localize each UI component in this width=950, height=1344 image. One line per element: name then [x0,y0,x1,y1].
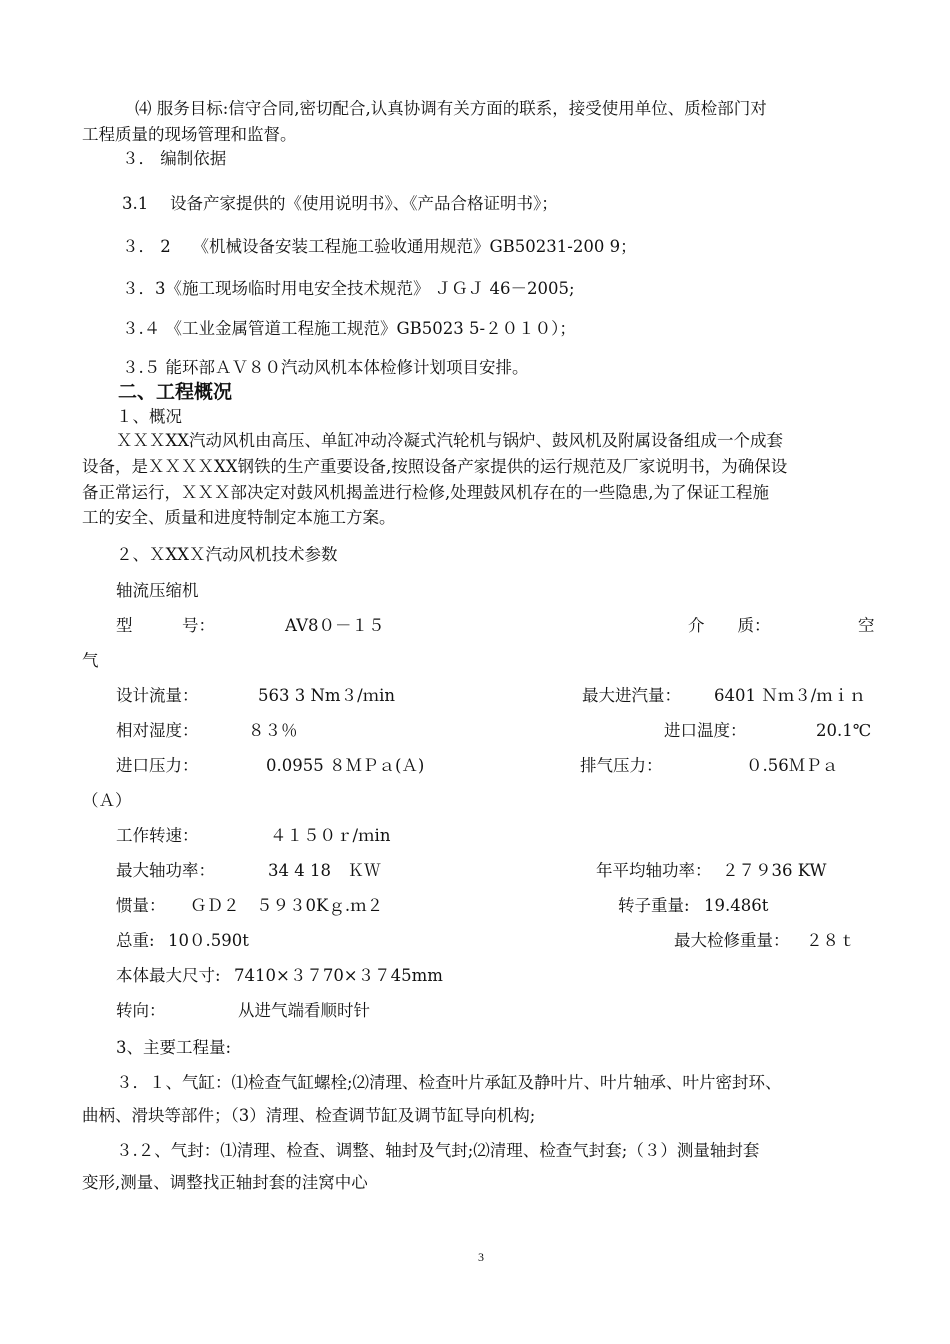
max-intake-value: 6401 Ｎｍ３/ｍｉｎ [714,686,866,705]
medium-value-b: 气 [82,651,99,670]
basis-item-1: 3.1 设备产家提供的《使用说明书》、《产品合格证明书》； [122,194,558,213]
page-number: 3 [478,1250,484,1264]
medium-value-a: 空 [858,616,875,635]
basis-item-2: ３． 2 《机械设备安装工程施工验收通用规范》GB50231-200 9； [122,237,637,256]
humidity-value: ８３％ [248,721,298,740]
workload-item2-line1: ３.２、气封：⑴清理、检查、调整、轴封及气封;⑵清理、检查气封套;（３）测量轴封套 [116,1141,760,1160]
total-weight-label: 总重: [116,931,155,950]
avg-shaft-power-label: 年平均轴功率： [596,861,712,880]
dimension-value: 7410×３７70×３７45mm [234,966,443,985]
max-repair-weight-value: ２８ｔ [806,931,856,950]
workload-item1-line1: ３．１、气缸：⑴检查气缸螺栓;⑵清理、检查叶片承缸及静叶片、叶片轴承、叶片密封环、 [116,1073,782,1092]
avg-shaft-power-value: ２７９36 KW [722,861,827,880]
section-heading-overview: 二、工程概况 [118,381,233,403]
max-repair-weight-label: 最大检修重量： [674,931,790,950]
workload-heading: 3、主要工程量: [116,1038,232,1057]
overview-para-line4: 工的安全、质量和进度特制定本施工方案。 [82,508,396,527]
rotation-label: 转向： [116,1001,166,1020]
overview-subheading: １、概况 [116,407,182,426]
speed-label: 工作转速： [116,826,199,845]
inlet-pressure-value: 0.0955 ８ＭＰａ(Ａ) [266,756,425,775]
speed-value: ４１５０ｒ/ｍin [270,826,391,845]
max-shaft-power-value: 34 4 18 ＫＷ [268,861,381,880]
model-value: AV8０－１５ [285,616,385,635]
overview-para-line2: 设备，是ＸＸＸＸXX钢铁的生产重要设备,按照设备产家提供的运行规范及厂家说明书，为确保设 [82,457,788,476]
model-label: 型 号： [116,616,215,635]
basis-item-4: ３.４ 《工业金属管道工程施工规范》GB5023 5-２０１０）； [122,319,576,338]
machine-type: 轴流压缩机 [116,581,199,600]
overview-para-line3: 备正常运行，ＸＸＸ部决定对鼓风机揭盖进行检修,处理鼓风机存在的一些隐患,为了保证工程施 [82,483,769,502]
inlet-pressure-label: 进口压力： [116,756,199,775]
workload-item2-line2: 变形,测量、调整找正轴封套的洼窝中心 [82,1173,368,1192]
rotation-value: 从进气端看顺时针 [238,1001,370,1020]
medium-label: 介 质： [688,616,771,635]
max-shaft-power-label: 最大轴功率： [116,861,215,880]
max-intake-label: 最大进汽量： [582,686,681,705]
humidity-label: 相对湿度： [116,721,199,740]
basis-item-3: ３．3《施工现场临时用电安全技术规范》 ＪＧＪ 46－2005; [122,279,575,298]
total-weight-value: 10０.590t [168,931,249,950]
design-flow-label: 设计流量： [116,686,199,705]
rotor-weight-value: 19.486t [704,896,769,915]
service-goal-line2: 工程质量的现场管理和监督。 [82,125,297,144]
inertia-value: ＧＤ２ ５９３0Kｇ.ｍ２ [190,896,384,915]
service-goal-line1: ⑷ 服务目标:信守合同,密切配合,认真协调有关方面的联系，接受使用单位、质检部门对 [135,99,767,118]
workload-item1-line2: 曲柄、滑块等部件；（3）清理、检查调节缸及调节缸导向机构; [82,1106,536,1125]
inlet-temp-label: 进口温度： [664,721,747,740]
inertia-label: 惯量： [116,896,166,915]
basis-heading: ３． 编制依据 [122,149,227,168]
exhaust-pressure-label: 排气压力： [580,756,663,775]
inlet-temp-value: 20.1℃ [816,721,872,740]
dimension-label: 本体最大尺寸: [116,966,221,985]
overview-para-line1: ＸＸＸXX汽动风机由高压、单缸冲动冷凝式汽轮机与锅炉、鼓风机及附属设备组成一个成套 [116,431,783,450]
basis-item-5: ３.５ 能环部ＡＶ８０汽动风机本体检修计划项目安排。 [122,358,529,377]
params-subheading: ２、ＸXXＸ汽动风机技术参数 [116,545,338,564]
exhaust-pressure-value-a: ０.56ＭＰａ [746,756,839,775]
design-flow-value: 563 3 Nm３/ｍin [258,686,396,705]
rotor-weight-label: 转子重量: [618,896,690,915]
exhaust-pressure-value-b: （Ａ） [82,791,132,810]
